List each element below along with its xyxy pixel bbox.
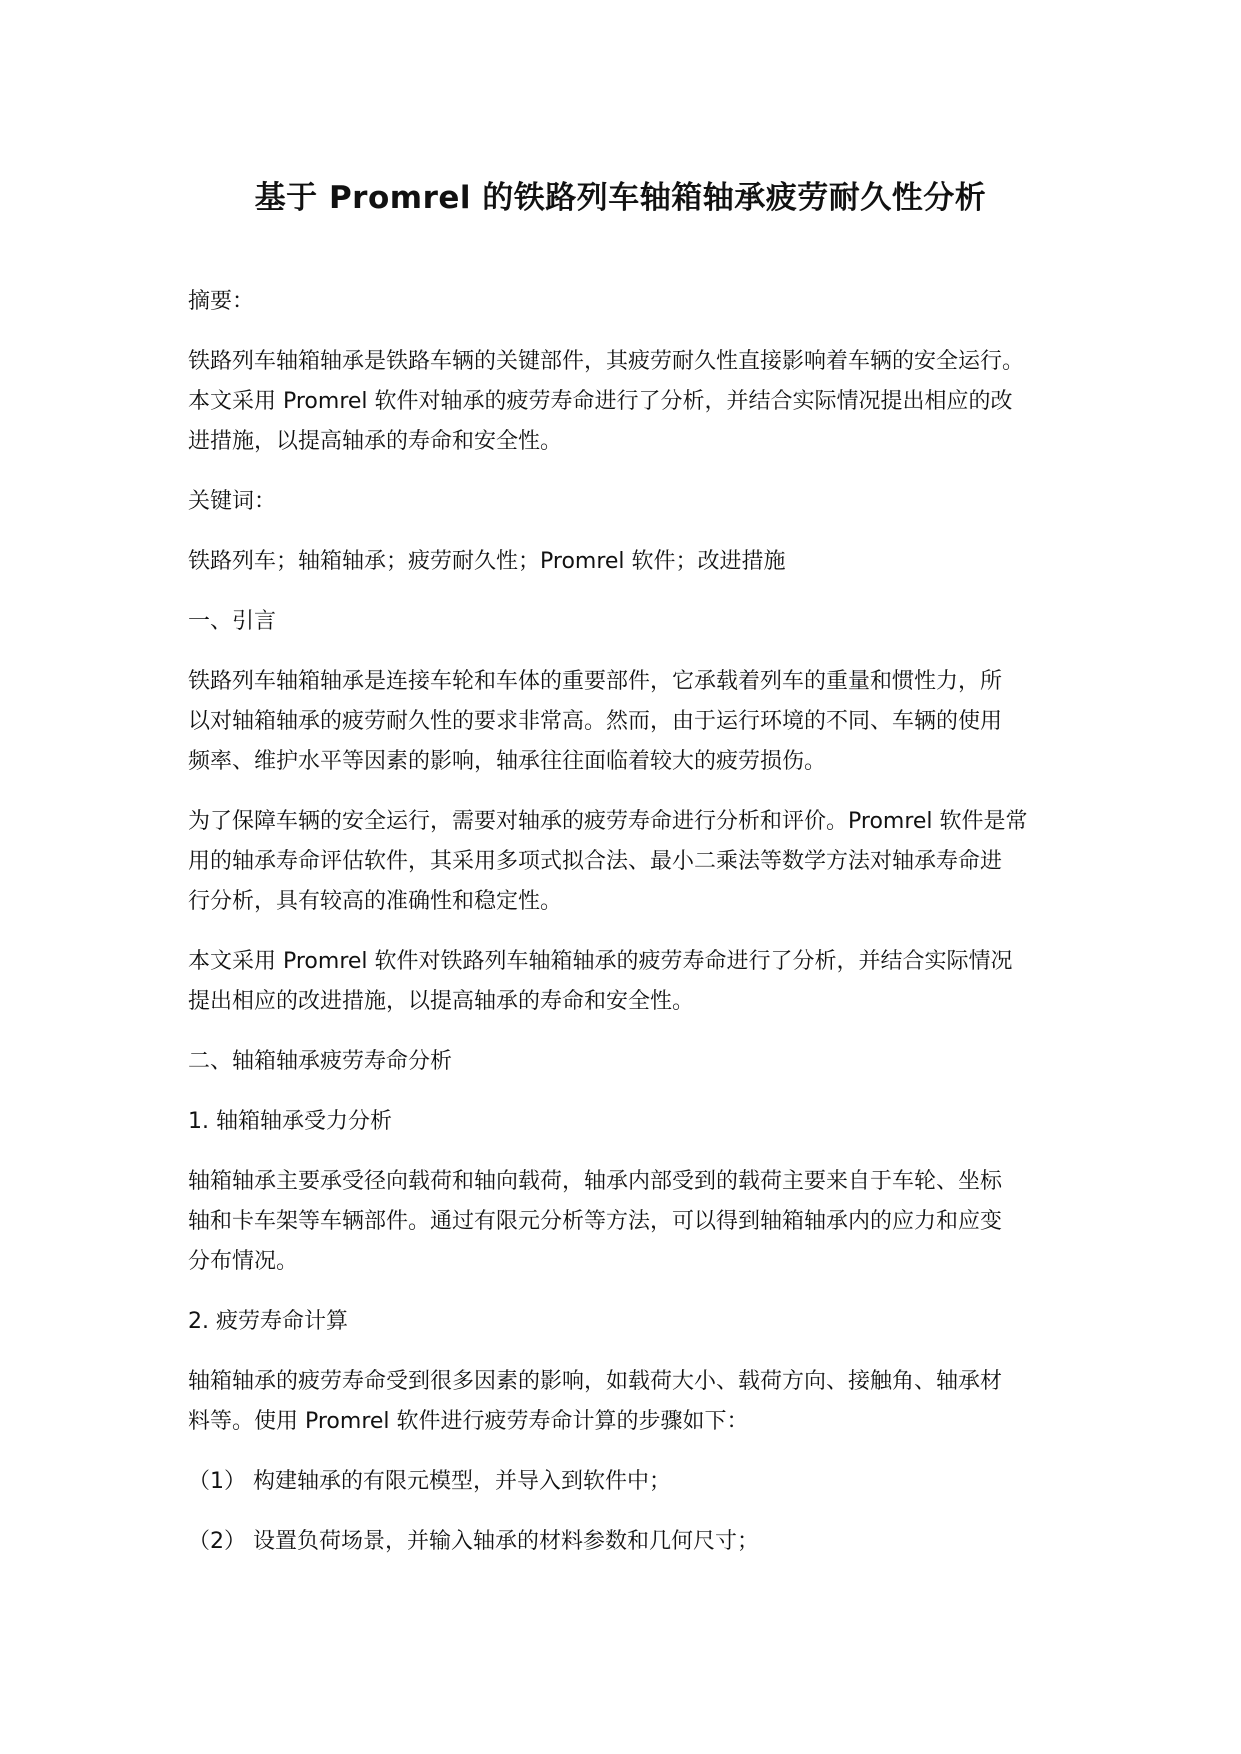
- fatigue-life-paragraph: 轴箱轴承的疲劳寿命受到很多因素的影响，如载荷大小、载荷方向、接触角、轴承材 料等。使用 Promrel 软件进行疲劳寿命计算的步骤如下：: [188, 1369, 1003, 1434]
- abstract-heading: 摘要：: [188, 289, 255, 314]
- force-analysis-paragraph: 轴箱轴承主要承受径向载荷和轴向载荷，轴承内部受到的载荷主要来自于车轮、坐标 轴和卡车架等车辆部件。通过有限元分析等方法，可以得到轴箱轴承内的应力和应变 分布情况。: [188, 1169, 1003, 1274]
- intro-paragraph-3: 本文采用 Promrel 软件对铁路列车轴箱轴承的疲劳寿命进行了分析，并结合实际情况 提出相应的改进措施，以提高轴承的寿命和安全性。: [188, 949, 1013, 1014]
- intro-paragraph-2: 为了保障车辆的安全运行，需要对轴承的疲劳寿命进行分析和评价。Promrel 软件是常 用的轴承寿命评估软件，其采用多项式拟合法、最小二乘法等数学方法对轴承寿命进 行分析，具有较高的准确性和稳定性。: [188, 809, 1028, 914]
- document-body: [188, 282, 1068, 1582]
- step-item-1: （1） 构建轴承的有限元模型，并导入到软件中；: [188, 1469, 671, 1494]
- keywords-text: 铁路列车；轴箱轴承；疲劳耐久性；Promrel 软件；改进措施: [188, 549, 786, 574]
- section-heading-analysis: 二、轴箱轴承疲劳寿命分析: [188, 1049, 453, 1074]
- keywords-heading: 关键词：: [188, 489, 277, 514]
- document-title: 基于 Promrel 的铁路列车轴箱轴承疲劳耐久性分析: [254, 180, 987, 216]
- subsection-heading-force-analysis: 1. 轴箱轴承受力分析: [188, 1109, 392, 1134]
- step-item-2: （2） 设置负荷场景，并输入轴承的材料参数和几何尺寸；: [188, 1529, 759, 1554]
- abstract-text: 铁路列车轴箱轴承是铁路车辆的关键部件，其疲劳耐久性直接影响着车辆的安全运行。 本文采用 Promrel 软件对轴承的疲劳寿命进行了分析，并结合实际情况提出相应的改 进措施，以提高轴承的寿命和安全性。: [188, 349, 1025, 454]
- intro-paragraph-1: 铁路列车轴箱轴承是连接车轮和车体的重要部件，它承载着列车的重量和惯性力，所 以对轴箱轴承的疲劳耐久性的要求非常高。然而，由于运行环境的不同、车辆的使用 频率、维护水平等因素的影响，轴承往往面临着较大的疲劳损伤。: [188, 669, 1003, 774]
- section-heading-introduction: 一、引言: [188, 609, 277, 634]
- subsection-heading-fatigue-life: 2. 疲劳寿命计算: [188, 1309, 348, 1334]
